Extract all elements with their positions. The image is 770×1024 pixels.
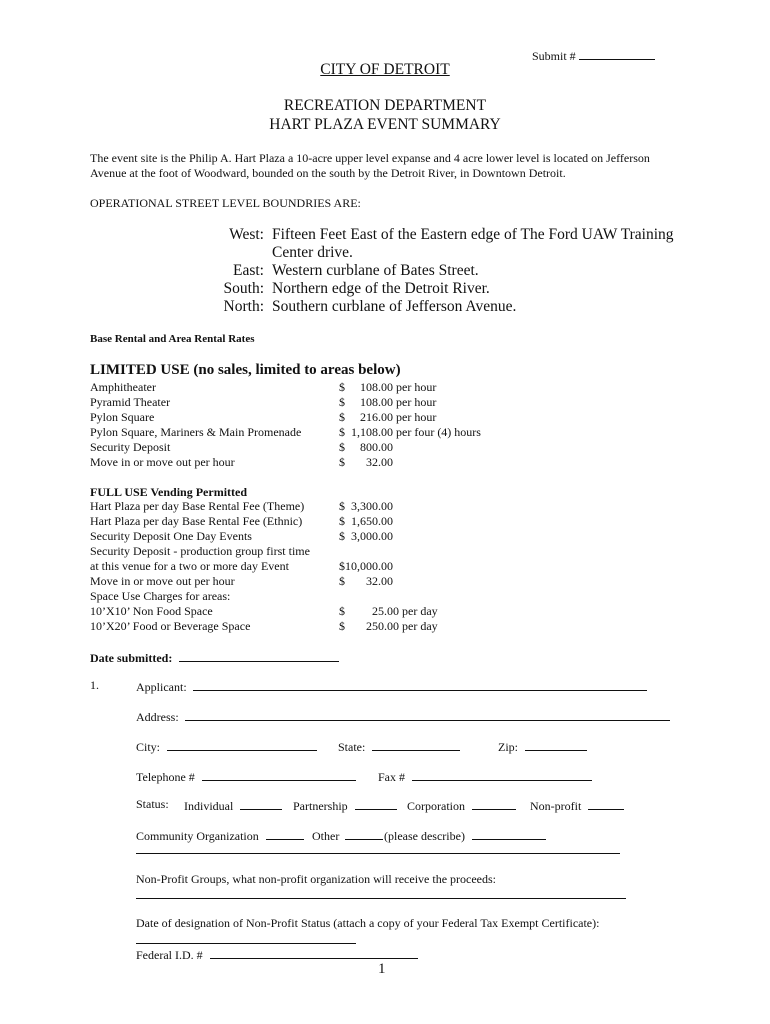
rate-label: Security Deposit - production group first time bbox=[90, 544, 310, 558]
rate-amount: $ 250.00 per day bbox=[339, 619, 438, 633]
limited-use-heading: LIMITED USE (no sales, limited to areas below) bbox=[90, 362, 401, 378]
rate-label: at this venue for a two or more day Event bbox=[90, 559, 289, 573]
telephone-field[interactable] bbox=[136, 768, 356, 785]
federal-id-field[interactable] bbox=[136, 946, 418, 963]
boundaries-heading: OPERATIONAL STREET LEVEL BOUNDRIES ARE: bbox=[90, 196, 361, 210]
rate-label: 10’X20’ Food or Beverage Space bbox=[90, 619, 251, 633]
status-corporation-option[interactable] bbox=[407, 797, 516, 814]
nonprofit-question: Non-Profit Groups, what non-profit organization will receive the proceeds: bbox=[136, 872, 497, 886]
east-text: Western curblane of Bates Street. bbox=[272, 262, 479, 279]
address-field[interactable] bbox=[136, 708, 670, 725]
section-number: 1. bbox=[90, 678, 99, 692]
individual-label: Individual bbox=[184, 799, 234, 813]
describe-continuation-line[interactable] bbox=[136, 841, 620, 854]
rate-amount: $ 32.00 bbox=[339, 574, 393, 588]
fax-blank[interactable] bbox=[412, 768, 592, 781]
rate-amount: $ 25.00 per day bbox=[339, 604, 438, 618]
address-label: Address: bbox=[136, 710, 179, 724]
rate-label: Hart Plaza per day Base Rental Fee (Ethnic) bbox=[90, 514, 303, 528]
intro-line-2: Avenue at the foot of Woodward, bounded on the south by the Detroit River, in Downtown Detroit. bbox=[90, 166, 566, 180]
rate-amount: $ 3,300.00 bbox=[339, 499, 393, 513]
rates-heading: Base Rental and Area Rental Rates bbox=[90, 333, 255, 345]
rate-amount: $ 216.00 per hour bbox=[339, 410, 437, 424]
rate-label: Pyramid Theater bbox=[90, 395, 171, 409]
city-label: City: bbox=[136, 740, 161, 754]
page-number: 1 bbox=[378, 961, 386, 977]
status-partnership-option[interactable] bbox=[293, 797, 397, 814]
fax-field[interactable] bbox=[378, 768, 592, 785]
nonprofit-answer-line[interactable] bbox=[136, 886, 626, 899]
individual-blank[interactable] bbox=[240, 797, 282, 810]
federal-id-label: Federal I.D. # bbox=[136, 948, 203, 962]
rate-label: Space Use Charges for areas: bbox=[90, 589, 231, 603]
please-describe-label: (please describe) bbox=[384, 829, 465, 843]
rate-amount: $ 108.00 per hour bbox=[339, 395, 437, 409]
event-summary-title: HART PLAZA EVENT SUMMARY bbox=[269, 116, 501, 133]
state-label: State: bbox=[338, 740, 366, 754]
rate-label: 10’X10’ Non Food Space bbox=[90, 604, 213, 618]
rate-label: Pylon Square, Mariners & Main Promenade bbox=[90, 425, 302, 439]
rate-label: Security Deposit bbox=[90, 440, 171, 454]
rate-amount: $10,000.00 bbox=[339, 559, 393, 573]
applicant-blank[interactable] bbox=[193, 678, 647, 691]
applicant-label: Applicant: bbox=[136, 680, 187, 694]
rate-amount: $ 32.00 bbox=[339, 455, 393, 469]
nonprofit-label: Non-profit bbox=[530, 799, 582, 813]
community-label: Community Organization bbox=[136, 829, 259, 843]
fax-label: Fax # bbox=[378, 770, 405, 784]
date-submitted-label: Date submitted: bbox=[90, 651, 173, 665]
rate-amount: $ 1,650.00 bbox=[339, 514, 393, 528]
west-text-line-2: Center drive. bbox=[272, 244, 353, 261]
full-use-heading: FULL USE Vending Permitted bbox=[90, 485, 248, 499]
rate-amount: $ 800.00 bbox=[339, 440, 393, 454]
community-blank[interactable] bbox=[266, 827, 304, 840]
zip-field[interactable] bbox=[498, 738, 587, 755]
date-submitted-field[interactable] bbox=[90, 649, 339, 666]
state-blank[interactable] bbox=[372, 738, 460, 751]
status-label: Status: bbox=[136, 797, 169, 811]
east-label: East: bbox=[233, 262, 264, 279]
telephone-blank[interactable] bbox=[202, 768, 356, 781]
state-field[interactable] bbox=[338, 738, 460, 755]
status-nonprofit-option[interactable] bbox=[530, 797, 624, 814]
zip-blank[interactable] bbox=[525, 738, 587, 751]
date-submitted-blank[interactable] bbox=[179, 649, 339, 662]
rate-label: Move in or move out per hour bbox=[90, 574, 235, 588]
partnership-label: Partnership bbox=[293, 799, 348, 813]
federal-id-blank[interactable] bbox=[210, 946, 418, 959]
rate-amount: $ 1,108.00 per four (4) hours bbox=[339, 425, 481, 439]
north-label: North: bbox=[223, 298, 264, 315]
applicant-field[interactable] bbox=[136, 678, 647, 695]
west-text-line-1: Fifteen Feet East of the Eastern edge of The Ford UAW Training bbox=[272, 226, 674, 243]
west-label: West: bbox=[229, 226, 264, 243]
partnership-blank[interactable] bbox=[355, 797, 397, 810]
designation-answer-line[interactable] bbox=[136, 931, 356, 944]
department-title: RECREATION DEPARTMENT bbox=[283, 97, 487, 114]
city-blank[interactable] bbox=[167, 738, 317, 751]
intro-line-1: The event site is the Philip A. Hart Plaza a 10-acre upper level expanse and 4 acre lower level is located on Jefferson bbox=[90, 151, 650, 165]
south-label: South: bbox=[223, 280, 264, 297]
rate-amount: $ 108.00 per hour bbox=[339, 380, 437, 394]
rate-label: Hart Plaza per day Base Rental Fee (Theme) bbox=[90, 499, 305, 513]
describe-blank[interactable] bbox=[472, 827, 546, 840]
corporation-blank[interactable] bbox=[472, 797, 516, 810]
status-individual-option[interactable] bbox=[184, 797, 282, 814]
rate-label: Amphitheater bbox=[90, 380, 156, 394]
designation-question: Date of designation of Non-Profit Status (attach a copy of your Federal Tax Exempt Certificate): bbox=[136, 916, 600, 930]
rate-label: Security Deposit One Day Events bbox=[90, 529, 252, 543]
submit-number-blank[interactable] bbox=[579, 47, 655, 60]
south-text: Northern edge of the Detroit River. bbox=[272, 280, 490, 297]
city-field[interactable] bbox=[136, 738, 317, 755]
rate-amount: $ 3,000.00 bbox=[339, 529, 393, 543]
zip-label: Zip: bbox=[498, 740, 518, 754]
nonprofit-blank[interactable] bbox=[588, 797, 624, 810]
rate-label: Pylon Square bbox=[90, 410, 155, 424]
city-title: CITY OF DETROIT bbox=[320, 61, 450, 78]
other-blank[interactable] bbox=[345, 827, 383, 840]
address-blank[interactable] bbox=[185, 708, 670, 721]
telephone-label: Telephone # bbox=[136, 770, 195, 784]
corporation-label: Corporation bbox=[407, 799, 465, 813]
rate-label: Move in or move out per hour bbox=[90, 455, 235, 469]
submit-number-label: Submit # bbox=[532, 49, 576, 63]
other-label: Other bbox=[312, 829, 340, 843]
north-text: Southern curblane of Jefferson Avenue. bbox=[272, 298, 517, 315]
